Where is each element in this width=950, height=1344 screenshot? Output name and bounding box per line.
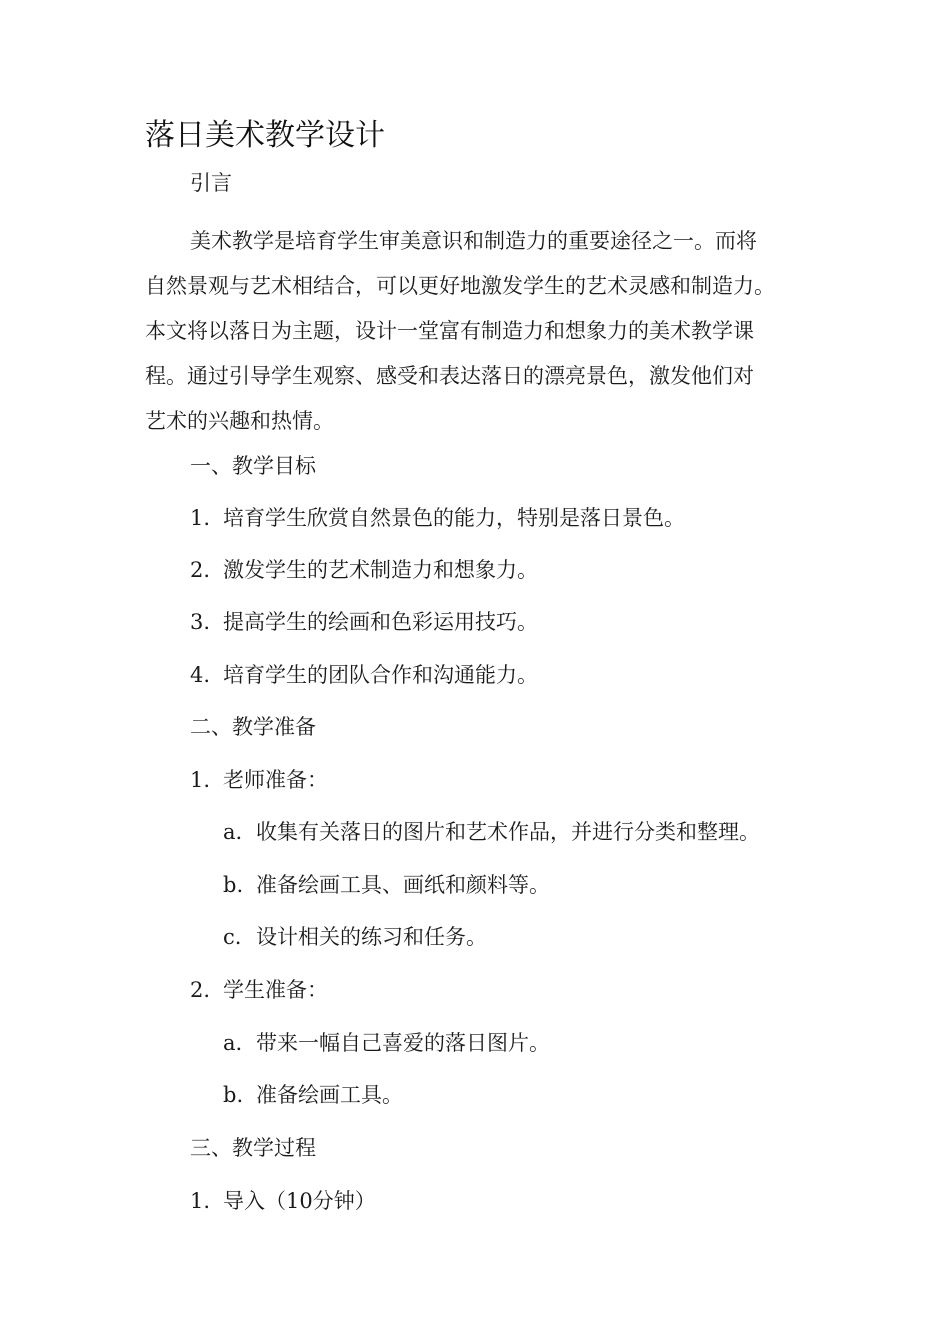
item-number: 1. xyxy=(190,1189,211,1213)
item-number: 4. xyxy=(190,663,211,687)
intro-line: 本文将以落日为主题，设计一堂富有制造力和想象力的美术教学课 xyxy=(145,319,754,343)
prep-item-student xyxy=(190,975,328,1005)
item-text: 培育学生欣赏自然景色的能力，特别是落日景色。 xyxy=(223,506,685,530)
subitem-letter: a. xyxy=(223,820,243,844)
section-heading-goals: 一、教学目标 xyxy=(190,454,316,478)
item-number: 2. xyxy=(190,558,211,582)
document-title: 落日美术教学设计 xyxy=(145,118,385,153)
goal-item xyxy=(190,555,538,585)
prep-item-teacher xyxy=(190,765,328,795)
item-number: 2. xyxy=(190,978,211,1002)
prep-subitem xyxy=(223,1080,403,1110)
item-text: 老师准备： xyxy=(223,768,328,792)
subitem-text: 准备绘画工具、画纸和颜料等。 xyxy=(256,873,550,897)
subitem-text: 准备绘画工具。 xyxy=(256,1083,403,1107)
subitem-text: 带来一幅自己喜爱的落日图片。 xyxy=(256,1031,550,1055)
prep-subitem xyxy=(223,1028,550,1058)
intro-paragraph xyxy=(145,219,815,444)
item-text: 培育学生的团队合作和沟通能力。 xyxy=(223,663,538,687)
intro-heading: 引言 xyxy=(190,171,232,195)
item-number: 3. xyxy=(190,610,211,634)
item-number: 1. xyxy=(190,768,211,792)
intro-line: 美术教学是培育学生审美意识和制造力的重要途径之一。而将 xyxy=(190,229,757,253)
subitem-letter: b. xyxy=(223,1083,244,1107)
subitem-letter: a. xyxy=(223,1031,243,1055)
intro-line: 艺术的兴趣和热情。 xyxy=(145,409,334,433)
section-heading-preparation: 二、教学准备 xyxy=(190,715,316,739)
item-text: 学生准备： xyxy=(223,978,328,1002)
prep-subitem xyxy=(223,817,760,847)
goal-item xyxy=(190,503,685,533)
intro-line: 程。通过引导学生观察、感受和表达落日的漂亮景色，激发他们对 xyxy=(145,364,754,388)
prep-subitem xyxy=(223,870,550,900)
item-text: 激发学生的艺术制造力和想象力。 xyxy=(223,558,538,582)
prep-subitem xyxy=(223,922,487,952)
section-heading-process: 三、教学过程 xyxy=(190,1136,316,1160)
item-text: 提高学生的绘画和色彩运用技巧。 xyxy=(223,610,538,634)
subitem-letter: c. xyxy=(223,925,242,949)
item-text: 导入（10分钟） xyxy=(223,1189,376,1213)
subitem-text: 设计相关的练习和任务。 xyxy=(256,925,487,949)
process-item xyxy=(190,1186,376,1216)
subitem-letter: b. xyxy=(223,873,244,897)
goal-item xyxy=(190,660,538,690)
goal-item xyxy=(190,607,538,637)
subitem-text: 收集有关落日的图片和艺术作品，并进行分类和整理。 xyxy=(256,820,760,844)
item-number: 1. xyxy=(190,506,211,530)
intro-line: 自然景观与艺术相结合，可以更好地激发学生的艺术灵感和制造力。 xyxy=(145,274,775,298)
